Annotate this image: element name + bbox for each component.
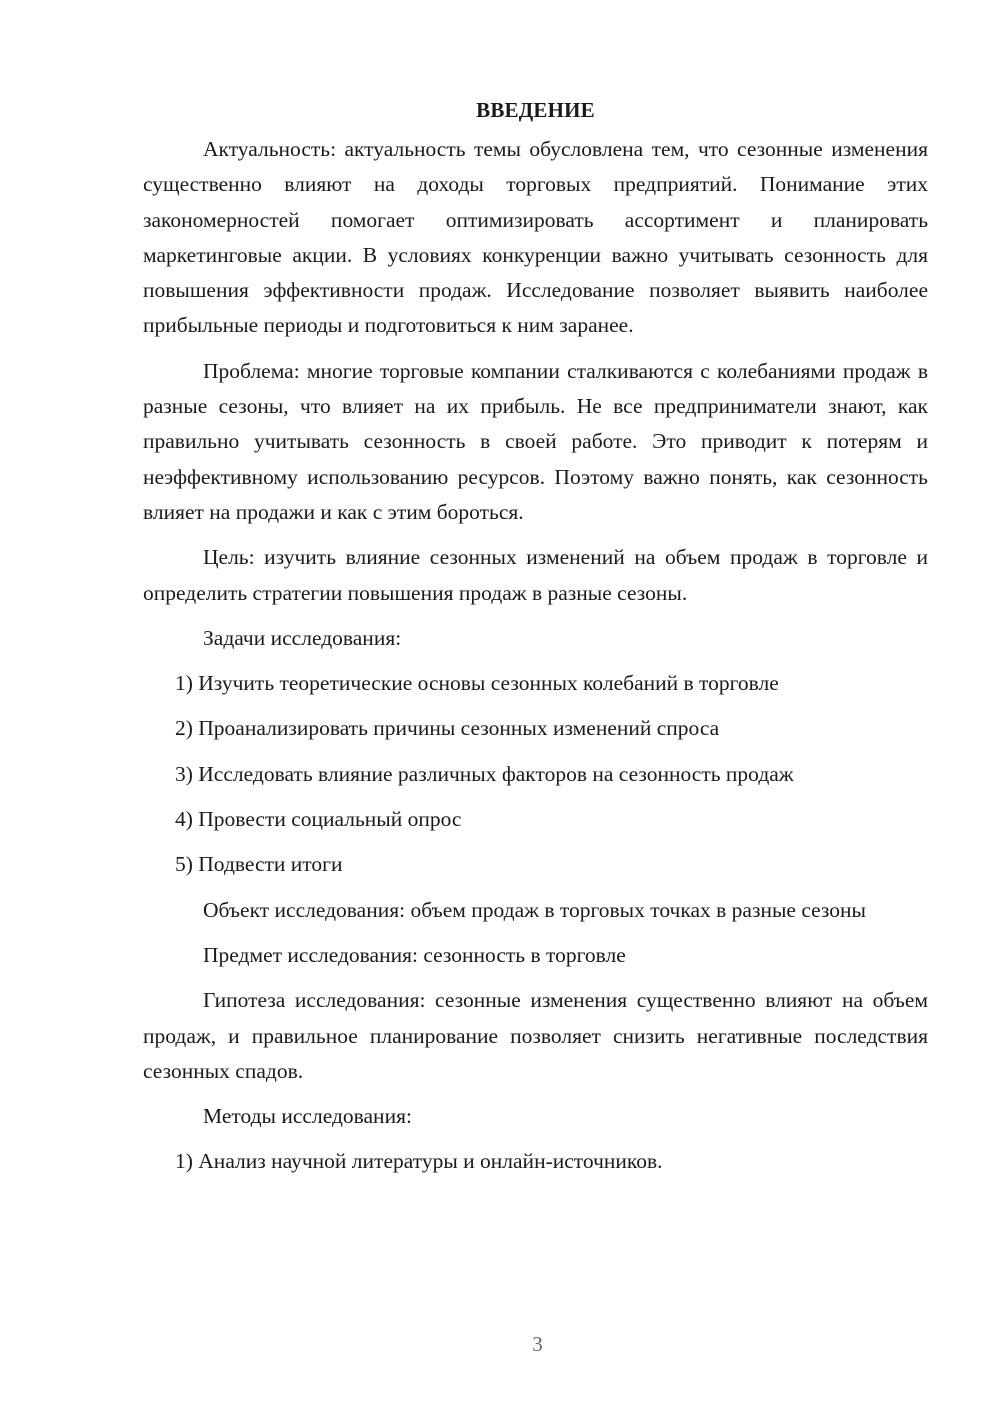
list-item: 3) Исследовать влияние различных факторов на сезонность продаж [175,761,794,786]
page-number: 3 [532,1332,543,1356]
relevance-paragraph: Актуальность: актуальность темы обусловлена тем, что сезонные изменения существенно влияют на доходы торговых предприятий. Понимание этих закономерностей помогает оптимизировать ассортимент и планировать маркетинговые акции. В условиях конкуренции важно учитывать сезонность для повышения эффективности продаж. Исследование позволяет выявить наиболее прибыльные периоды и подготовиться к ним заранее. [143,137,928,338]
subject-paragraph: Предмет исследования: сезонность в торговле [203,942,626,967]
tasks-heading: Задачи исследования: [203,625,402,650]
page-content [143,93,928,1190]
list-item: 1) Изучить теоретические основы сезонных колебаний в торговле [175,671,779,696]
methods-heading: Методы исследования: [203,1104,412,1129]
list-item: 5) Подвести итоги [175,852,343,877]
tasks-list [143,666,928,882]
object-paragraph: Объект исследования: объем продаж в торговых точках в разные сезоны [203,897,867,922]
list-item: 1) Анализ научной литературы и онлайн-источников. [175,1149,663,1174]
list-item: 4) Провести социальный опрос [175,807,462,832]
section-title: ВВЕДЕНИЕ [476,98,595,122]
problem-paragraph: Проблема: многие торговые компании сталкиваются с колебаниями продаж в разные сезоны, что влияет на их прибыль. Не все предприниматели знают, как правильно учитывать сезонность в своей работе. Это приводит к потерям и неэффективному использованию ресурсов. Поэтому важно понять, как сезонность влияет на продажи и как с этим бороться. [143,358,928,524]
list-item: 2) Проанализировать причины сезонных изменений спроса [175,716,720,741]
methods-list [143,1144,928,1179]
goal-paragraph: Цель: изучить влияние сезонных изменений на объем продаж в торговле и определить стратегии повышения продаж в разные сезоны. [143,545,928,605]
hypothesis-paragraph: Гипотеза исследования: сезонные изменения существенно влияют на объем продаж, и правильное планирование позволяет снизить негативные последствия сезонных спадов. [143,988,928,1083]
